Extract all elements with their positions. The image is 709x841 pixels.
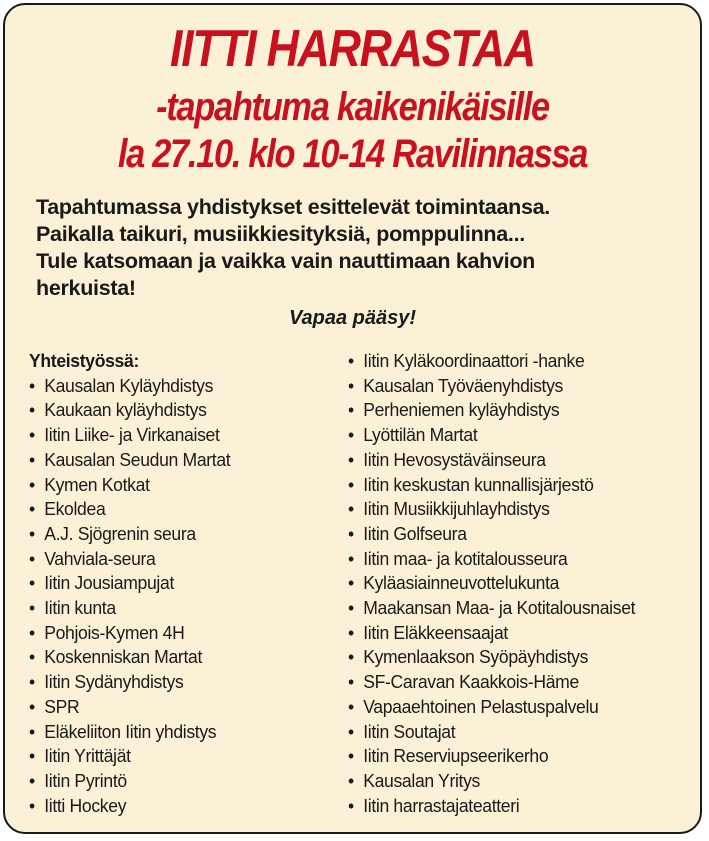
bullet-icon: • (348, 350, 354, 371)
partner-item (29, 645, 324, 670)
partner-item (348, 473, 685, 498)
partner-item (29, 596, 324, 621)
partner-name: Eläkeliiton Iitin yhdistys (44, 720, 217, 742)
partner-item (29, 695, 324, 720)
partner-item (348, 398, 685, 423)
partner-name: Iitin Liike- ja Virkanaiset (44, 424, 220, 446)
partner-item (348, 547, 685, 572)
bullet-icon: • (348, 522, 354, 544)
intro-line: herkuista! (36, 276, 136, 300)
partner-item (348, 349, 685, 374)
partner-name: Iitin Soutajat (363, 720, 456, 742)
bullet-icon: • (348, 769, 354, 791)
intro-text (36, 194, 696, 302)
bullet-icon: • (29, 597, 35, 619)
partners-heading: Yhteistyössä: (29, 350, 139, 371)
partner-item (348, 423, 685, 448)
partner-name: Kaukaan kyläyhdistys (44, 399, 207, 421)
partner-item (348, 596, 685, 621)
event-date-place: la 27.10. klo 10-14 Ravilinnassa (117, 132, 588, 176)
intro-line: Paikalla taikuri, musiikkiesityksiä, pomppulinna... (36, 222, 525, 246)
event-title: IITTI HARRASTAA (170, 20, 535, 78)
partner-name: Iitin keskustan kunnallisjärjestö (363, 473, 594, 495)
partner-name: Iitin Yrittäjät (44, 745, 131, 767)
partners-list-right (348, 349, 703, 818)
partner-item (348, 497, 685, 522)
partner-item (348, 670, 685, 695)
partner-name: Iitin Golfseura (363, 522, 467, 544)
partner-name: Kausalan Seudun Martat (44, 448, 231, 470)
bullet-icon: • (348, 671, 354, 693)
partners-list-left (29, 349, 339, 818)
bullet-icon: • (348, 745, 354, 767)
bullet-icon: • (29, 374, 35, 396)
partner-name: Kausalan Työväenyhdistys (363, 374, 563, 396)
partner-name: Iitin harrastajateatteri (363, 794, 520, 816)
bullet-icon: • (29, 522, 35, 544)
bullet-icon: • (348, 572, 354, 594)
bullet-icon: • (29, 769, 35, 791)
bullet-icon: • (29, 695, 35, 717)
partner-item (348, 522, 685, 547)
partner-item (348, 621, 685, 646)
partner-item (348, 695, 685, 720)
partner-item (29, 374, 324, 399)
bullet-icon: • (348, 399, 354, 421)
partner-item (348, 571, 685, 596)
bullet-icon: • (29, 720, 35, 742)
partner-name: Vapaaehtoinen Pelastuspalvelu (363, 695, 599, 717)
bullet-icon: • (29, 646, 35, 668)
partner-name: SF-Caravan Kaakkois-Häme (363, 671, 579, 693)
bullet-icon: • (348, 424, 354, 446)
partner-item (29, 571, 324, 596)
partner-item (29, 621, 324, 646)
free-entry-note: Vapaa pääsy! (288, 307, 417, 329)
partner-name: SPR (44, 695, 80, 717)
partner-name: Iitin Jousiampujat (44, 572, 175, 594)
partner-item (348, 645, 685, 670)
partner-item (348, 769, 685, 794)
bullet-icon: • (29, 473, 35, 495)
partner-name: Kymen Kotkat (44, 473, 150, 495)
partner-item (348, 448, 685, 473)
partner-name: Iitin Pyrintö (44, 769, 127, 791)
bullet-icon: • (348, 547, 354, 569)
partner-name: Maakansan Maa- ja Kotitalousnaiset (363, 597, 636, 619)
partner-name: Iitin kunta (44, 597, 116, 619)
intro-line: Tule katsomaan ja vaikka vain nauttimaan kahvion (36, 249, 536, 273)
partner-name: Kymenlaakson Syöpäyhdistys (363, 646, 589, 668)
bullet-icon: • (29, 424, 35, 446)
partner-item (348, 720, 685, 745)
partner-name: Kausalan Yritys (363, 769, 481, 791)
bullet-icon: • (29, 745, 35, 767)
partner-item (348, 374, 685, 399)
partner-item (29, 522, 324, 547)
partner-item (29, 769, 324, 794)
partner-item (348, 744, 685, 769)
partner-name: Kyläasiainneuvottelukunta (363, 572, 560, 594)
partner-name: Koskenniskan Martat (44, 646, 203, 668)
partner-name: Iitin Reserviupseerikerho (363, 745, 549, 767)
partner-item (29, 794, 324, 819)
bullet-icon: • (348, 720, 354, 742)
partner-name: Iitti Hockey (44, 794, 127, 816)
bullet-icon: • (348, 794, 354, 816)
partner-item (29, 473, 324, 498)
bullet-icon: • (29, 671, 35, 693)
bullet-icon: • (29, 448, 35, 470)
partner-item (29, 423, 324, 448)
bullet-icon: • (348, 695, 354, 717)
bullet-icon: • (29, 794, 35, 816)
partner-name: Iitin maa- ja kotitalousseura (363, 547, 568, 569)
bullet-icon: • (348, 374, 354, 396)
partner-item (29, 744, 324, 769)
partner-name: Ekoldea (44, 498, 106, 520)
event-advertisement (3, 3, 702, 834)
partner-name: Iitin Musiikkijuhlayhdistys (363, 498, 550, 520)
event-subtitle: -tapahtuma kaikenikäisille (156, 85, 549, 129)
bullet-icon: • (29, 547, 35, 569)
partner-item (29, 497, 324, 522)
bullet-icon: • (29, 498, 35, 520)
partner-item (29, 720, 324, 745)
partner-name: Iitin Sydänyhdistys (44, 671, 184, 693)
bullet-icon: • (348, 448, 354, 470)
partner-name: A.J. Sjögrenin seura (44, 522, 196, 544)
bullet-icon: • (348, 646, 354, 668)
bullet-icon: • (348, 473, 354, 495)
partner-item (348, 794, 685, 819)
partner-name: Pohjois-Kymen 4H (44, 621, 185, 643)
bullet-icon: • (29, 572, 35, 594)
bullet-icon: • (348, 498, 354, 520)
bullet-icon: • (29, 399, 35, 421)
partner-name: Iitin Kyläkoordinaattori -hanke (363, 350, 585, 371)
partner-name: Iitin Hevosystäväinseura (363, 448, 546, 470)
bullet-icon: • (348, 597, 354, 619)
bullet-icon: • (348, 621, 354, 643)
bullet-icon: • (29, 621, 35, 643)
partner-item (29, 448, 324, 473)
partner-item (29, 547, 324, 572)
partner-name: Vahviala-seura (44, 547, 156, 569)
partner-item (29, 398, 324, 423)
partner-item (29, 670, 324, 695)
partner-name: Kausalan Kyläyhdistys (44, 374, 214, 396)
partner-name: Perheniemen kyläyhdistys (363, 399, 560, 421)
partner-name: Iitin Eläkkeensaajat (363, 621, 508, 643)
partner-name: Lyöttilän Martat (363, 424, 478, 446)
intro-line: Tapahtumassa yhdistykset esittelevät toimintaansa. (36, 195, 550, 219)
